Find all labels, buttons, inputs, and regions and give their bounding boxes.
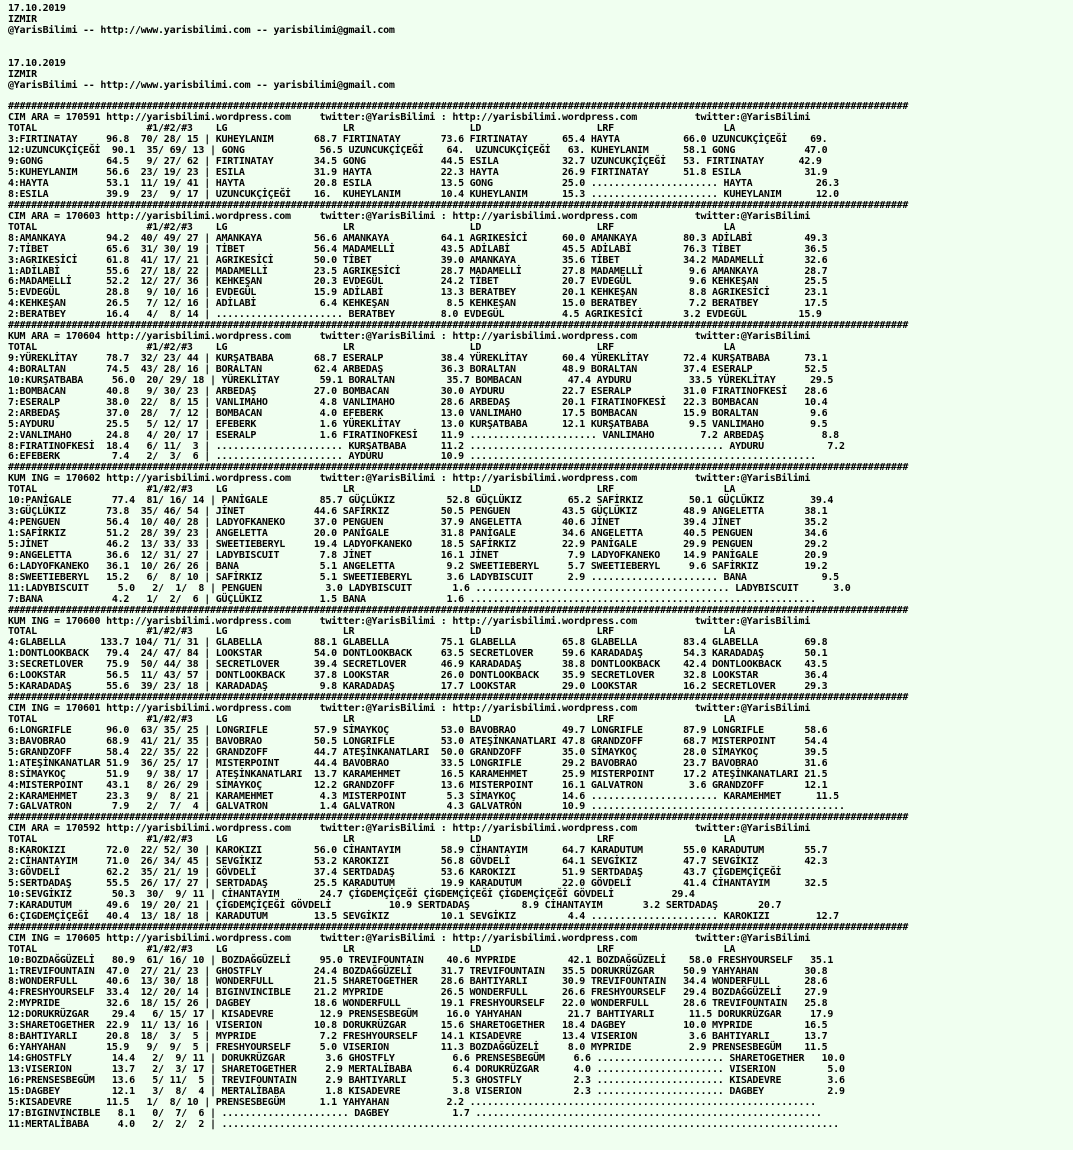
report-line: 7:TİBET 65.6 31/ 30/ 19 | TİBET 56.4 MADAMELLİ 43.5 ADİLABİ 45.5 ADİLABİ 76.3 TİBET 36.5 [8, 243, 828, 255]
report-line: 10:PANİGALE 77.4 81/ 16/ 14 | PANİGALE 85.7 GÜÇLÜKIZ 52.8 GÜÇLÜKIZ 65.2 SAFİRKIZ 50.1 GÜÇLÜKIZ 39.4 [8, 495, 834, 507]
report-line: 9:ANGELETTA 36.6 12/ 31/ 27 | LADYBISCUIT 7.8 JİNET 16.1 JİNET 7.9 LADYOFKANEKO 14.9 PANİGALE 20.9 [8, 549, 828, 561]
report-line: 5:KUHEYLANIM 56.6 23/ 19/ 23 | ESILA 31.9 HAYTA 22.3 HAYTA 26.9 FIRTINATAY 51.8 ESILA 31.9 [8, 167, 828, 179]
separator-line: ############################################################################################################################################################ [8, 921, 909, 933]
report-line: 14:GHOSTFLY 14.4 2/ 9/ 11 | DORUKRÜZGAR 3.6 GHOSTFLY 6.6 PRENSESBEGÜM 6.6 ...................... SHARETOGETHER 10.0 [8, 1053, 845, 1064]
report-line: 7:GALVATRON 7.9 2/ 7/ 4 | GALVATRON 1.4 GALVATRON 4.3 GALVATRON 10.9 ............................................ [8, 801, 845, 813]
report-line: 11:MERTALİBABA 4.0 2/ 2/ 2 | ........................................................................................................... [8, 1118, 839, 1130]
report-line: 8:SWEETIEBERYL 15.2 6/ 8/ 10 | SAFİRKIZ 5.1 SWEETIEBERYL 3.6 LADYBISCUIT 2.9 ...................... BANA 9.5 [8, 571, 839, 583]
report-line: 8:FIRATINOFKESİ 18.4 6/ 11/ 3 | ...................... KURŞATBABA 11.2 ............................................ AYDURU 7.2 [8, 440, 845, 452]
report-line: @YarisBilimi -- http://www.yarisbilimi.com -- yarisbilimi@gmail.com [8, 79, 395, 91]
report-line: KUM ARA = 170604 http://yarisbilimi.wordpress.com twitter:@YarisBilimi : http://yarisbilimi.wordpress.com twitter:@YarisBilimi [8, 331, 811, 343]
report-line: @YarisBilimi -- http://www.yarisbilimi.com -- yarisbilimi@gmail.com [8, 24, 395, 36]
report-line: 10:SEVGİKIZ 50.3 30/ 9/ 11 | CİHANTAYIM 24.7 ÇİGDEMÇİÇEĞİ ÇİGDEMÇİÇEĞİ ÇİGDEMÇİÇEĞİ GÖVDELİ 29.4 [8, 888, 695, 900]
report-line: 10:BOZDAĞGÜZELİ 80.9 61/ 16/ 10 | BOZDAĞGÜZELİ 95.0 TREVIFOUNTAIN 40.6 MYPRIDE 42.1 BOZDAĞGÜZELİ 58.0 FRESHYOURSELF 35.1 [8, 954, 834, 966]
report-line: CIM ING = 170605 http://yarisbilimi.wordpress.com twitter:@YarisBilimi : http://yarisbilimi.wordpress.com twitter:@YarisBilimi [8, 932, 811, 944]
report-line: 4:MISTERPOINT 43.1 8/ 26/ 29 | SİMAYKOÇ 12.2 GRANDZOFF 13.6 MISTERPOINT 16.1 GALVATRON 3.6 GRANDZOFF 12.1 [8, 779, 828, 791]
report-line: 3:SECRETLOVER 75.9 50/ 44/ 38 | SECRETLOVER 39.4 SECRETLOVER 46.9 KARADADAŞ 38.8 DONTLOOKBACK 42.4 DONTLOOKBACK 43.5 [8, 659, 828, 671]
report-line: 11:LADYBISCUIT 5.0 2/ 1/ 8 | PENGUEN 3.0 LADYBISCUIT 1.6 ............................................ LADYBISCUIT 3.0 [8, 582, 851, 594]
report-line: TOTAL #1/#2/#3 LG LR LD LRF LA [8, 713, 736, 725]
report-line: 3:FIRTINATAY 96.8 70/ 28/ 15 | KUHEYLANIM 68.7 FIRTINATAY 73.6 FIRTINATAY 65.4 HAYTA 66.0 UZUNCUKÇİÇEĞİ 69. [8, 134, 828, 146]
report-line: 7:BANA 4.2 1/ 2/ 6 | GÜÇLÜKIZ 1.5 BANA 1.6 ............................................................ [8, 593, 816, 605]
report-line: 6:EFEBERK 7.4 2/ 3/ 6 | ...................... AYDURU 10.9 ............................................................ [8, 451, 816, 463]
report-line: 2:MYPRIDE 32.6 18/ 15/ 26 | DAGBEY 18.6 WONDERFULL 19.1 FRESHYOURSELF 22.0 WONDERFULL 28.6 TREVIFOUNTAIN 25.8 [8, 998, 828, 1010]
separator-line: ############################################################################################################################################################ [8, 320, 909, 332]
report-line: CIM ING = 170601 http://yarisbilimi.wordpress.com twitter:@YarisBilimi : http://yarisbilimi.wordpress.com twitter:@YarisBilimi [8, 703, 811, 714]
report-line: 2:CİHANTAYIM 71.0 26/ 34/ 45 | SEVGİKIZ 53.2 KAROKIZI 56.8 GÖVDELİ 64.1 SEVGİKIZ 47.7 SEVGİKIZ 42.3 [8, 856, 828, 868]
report-line: 12:UZUNCUKÇİÇEĞİ 90.1 35/ 69/ 13 | GONG 56.5 UZUNCUKÇİÇEĞİ 64. UZUNCUKÇİÇEĞİ 63. KUHEYLANIM 58.1 GONG 47.0 [8, 145, 828, 157]
report-line: 4:HAYTA 53.1 11/ 19/ 41 | HAYTA 20.8 ESILA 13.5 GONG 25.0 ...................... HAYTA 26.3 [8, 178, 839, 189]
report-line: TOTAL #1/#2/#3 LG LR LD LRF LA [8, 221, 736, 233]
report-line: 7:ESERALP 38.0 22/ 8/ 15 | VANLIMAHO 4.8 VANLIMAHO 28.6 ARBEDAŞ 20.1 FIRATINOFKESİ 22.3 BOMBACAN 10.4 [8, 396, 828, 408]
report-line: 4:KEHKEŞAN 26.5 7/ 12/ 16 | ADİLABİ 6.4 KEHKEŞAN 8.5 KEHKEŞAN 15.0 BERATBEY 7.2 BERATBEY 17.5 [8, 298, 828, 310]
report-line: 8:WONDERFULL 40.6 13/ 30/ 18 | WONDERFULL 21.5 SHARETOGETHER 28.6 BAHTIYARLI 30.9 TREVIFOUNTAIN 34.4 WONDERFULL 28.6 [8, 976, 828, 988]
report-line: IZMIR [8, 68, 37, 80]
report-line: TOTAL #1/#2/#3 LG LR LD LRF LA [8, 834, 736, 846]
report-line [8, 48, 1073, 59]
report-line: 5:GRANDZOFF 58.4 22/ 35/ 22 | GRANDZOFF 44.7 ATEŞİNKANATLARI 50.0 GRANDZOFF 35.0 SİMAYKOÇ 28.0 SİMAYKOÇ 39.5 [8, 746, 828, 758]
report-line: 5:KARADADAŞ 55.6 39/ 23/ 18 | KARADADAŞ 9.8 KARADADAŞ 17.7 LOOKSTAR 29.0 LOOKSTAR 16.2 SECRETLOVER 29.3 [8, 681, 828, 693]
report-line: TOTAL #1/#2/#3 LG LR LD LRF LA [8, 626, 736, 638]
report-line: CIM ARA = 170603 http://yarisbilimi.wordpress.com twitter:@YarisBilimi : http://yarisbilimi.wordpress.com twitter:@YarisBilimi [8, 210, 811, 222]
report-line: 17.10.2019 [8, 57, 66, 69]
separator-line: ############################################################################################################################################################ [8, 462, 909, 474]
report-line: 5:KISADEVRE 11.5 1/ 8/ 10 | PRENSESBEGÜM 1.1 YAHYAHAN 2.2 ............................................................ [8, 1096, 816, 1108]
report-line: 17.10.2019 [8, 3, 66, 14]
report-line: 7:KARADUTUM 49.6 19/ 20/ 21 | ÇİGDEMÇİÇEĞİ GÖVDELİ 10.9 SERTDADAŞ 8.9 CİHANTAYIM 3.2 SERTDADAŞ 20.7 [8, 899, 782, 911]
report-line: 16:PRENSESBEGÜM 13.6 5/ 11/ 5 | TREVIFOUNTAIN 2.9 BAHTIYARLI 5.3 GHOSTFLY 2.3 ...................... KISADEVRE 3.6 [8, 1074, 845, 1086]
report-line: 2:KARAMEHMET 23.3 9/ 8/ 21 | KARAMEHMET 4.3 MISTERPOINT 5.3 SİMAYKOÇ 14.6 ...................... KARAMEHMET 11.5 [8, 790, 839, 802]
report-line: IZMIR [8, 13, 37, 25]
separator-line: ############################################################################################################################################################ [8, 199, 909, 211]
report-line: TOTAL #1/#2/#3 LG LR LD LRF LA [8, 943, 736, 955]
report-line: 8:AMANKAYA 94.2 40/ 49/ 27 | AMANKAYA 56.6 AMANKAYA 64.1 AGRIKESİCİ 60.0 AMANKAYA 80.3 ADİLABİ 49.3 [8, 232, 828, 244]
report-line: 4:GLABELLA 133.7 104/ 71/ 31 | GLABELLA 88.1 GLABELLA 75.1 GLABELLA 65.8 GLABELLA 83.4 GLABELLA 69.8 [8, 637, 828, 649]
report-line: 1:BOMBACAN 40.8 9/ 30/ 23 | ARBEDAŞ 27.0 BOMBACAN 30.0 AYDURU 22.7 ESERALP 31.0 FIRATINOFKESİ 28.6 [8, 385, 828, 397]
report-line: 4:PENGUEN 56.4 10/ 40/ 28 | LADYOFKANEKO 37.0 PENGUEN 37.9 ANGELETTA 40.6 JİNET 39.4 JİNET 35.2 [8, 517, 828, 529]
report-line: 13:VISERION 13.7 2/ 3/ 17 | SHARETOGETHER 2.9 MERTALİBABA 6.4 DORUKRÜZGAR 4.0 ...................... VISERION 5.0 [8, 1063, 845, 1075]
separator-line: ############################################################################################################################################################ [8, 604, 909, 616]
report-line: CIM ARA = 170592 http://yarisbilimi.wordpress.com twitter:@YarisBilimi : http://yarisbilimi.wordpress.com twitter:@YarisBilimi [8, 823, 811, 835]
report-line: 8:KAROKIZI 72.0 22/ 52/ 30 | KAROKIZI 56.0 CİHANTAYIM 58.9 CİHANTAYIM 64.7 KARADUTUM 55.0 KARADUTUM 55.7 [8, 845, 828, 857]
report-line: 9:YÜREKLİTAY 78.7 32/ 23/ 44 | KURŞATBABA 68.7 ESERALP 38.4 YÜREKLİTAY 60.4 YÜREKLİTAY 72.4 KURŞATBABA 73.1 [8, 353, 828, 364]
report-line: 3:GÜÇLÜKIZ 73.8 35/ 46/ 54 | JİNET 44.6 SAFİRKIZ 50.5 PENGUEN 43.5 GÜÇLÜKIZ 48.9 ANGELETTA 38.1 [8, 506, 828, 518]
report-line: 9:GONG 64.5 9/ 27/ 62 | FIRTINATAY 34.5 GONG 44.5 ESILA 32.7 UZUNCUKÇİÇEĞİ 53. FIRTINATAY 42.9 [8, 156, 822, 168]
report-line: 3:BAVOBRAO 68.9 41/ 21/ 35 | BAVOBRAO 50.5 LONGRIFLE 53.0 ATEŞİNKANATLARI 47.8 GRANDZOFF 68.7 MISTERPOINT 54.4 [8, 735, 828, 747]
report-line: 5:JİNET 46.2 13/ 33/ 33 | SWEETIEBERYL 19.4 LADYOFKANEKO 18.5 SAFİRKIZ 22.9 PANİGALE 29.9 PENGUEN 29.2 [8, 538, 828, 550]
report-line: 2:VANLIMAHO 24.8 4/ 20/ 17 | ESERALP 1.6 FIRATINOFKESİ 11.9 ...................... VANLIMAHO 7.2 ARBEDAŞ 8.8 [8, 429, 839, 441]
report-line: 6:YAHYAHAN 15.9 9/ 9/ 5 | FRESHYOURSELF 5.0 VISERION 11.3 BOZDAĞGÜZELİ 8.0 MYPRIDE 2.9 PRENSESBEGÜM 11.5 [8, 1042, 828, 1054]
report-line: 3:GÖVDELİ 62.2 35/ 21/ 19 | GÖVDELİ 37.4 SERTDADAŞ 53.6 KAROKIZI 51.9 SERTDADAŞ 43.7 ÇİGDEMÇİÇEĞİ [8, 867, 782, 879]
report-line: 6:LADYOFKANEKO 36.1 10/ 26/ 26 | BANA 5.1 ANGELETTA 9.2 SWEETIEBERYL 5.7 SWEETIEBERYL 9.6 SAFİRKIZ 19.2 [8, 560, 828, 572]
report-line: TOTAL #1/#2/#3 LG LR LD LRF LA [8, 342, 736, 354]
report-line: 8:BAHTIYARLI 20.8 18/ 3/ 5 | MYPRIDE 7.2 FRESHYOURSELF 14.1 KISADEVRE 13.4 VISERION 3.6 BAHTIYARLI 13.7 [8, 1031, 828, 1043]
report-line: 4:FRESHYOURSELF 33.4 12/ 20/ 14 | BIGINVINCIBLE 21.2 MYPRIDE 26.5 WONDERFULL 26.6 FRESHYOURSELF 29.4 BOZDAĞGÜZELİ 27.9 [8, 987, 828, 999]
report-line: 6:LOOKSTAR 56.5 11/ 43/ 57 | DONTLOOKBACK 37.8 LOOKSTAR 26.0 DONTLOOKBACK 35.9 SECRETLOVER 32.8 LOOKSTAR 36.4 [8, 670, 828, 682]
report-line: 5:AYDURU 25.5 5/ 12/ 17 | EFEBERK 1.6 YÜREKLİTAY 13.0 KURŞATBABA 12.1 KURŞATBABA 9.5 VANLIMAHO 9.5 [8, 418, 828, 430]
report-line [8, 37, 1073, 48]
report-line: TOTAL #1/#2/#3 LG LR LD LRF LA [8, 123, 736, 135]
report-line: 12:DORUKRÜZGAR 29.4 6/ 15/ 17 | KISADEVRE 12.9 PRENSESBEGÜM 16.0 YAHYAHAN 21.7 BAHTIYARLI 11.5 DORUKRÜZGAR 17.9 [8, 1009, 834, 1021]
report-line: 2:BERATBEY 16.4 4/ 8/ 14 | ...................... BERATBEY 8.0 EVDEGÜL 4.5 AGRIKESİCİ 3.2 EVDEGÜL 15.9 [8, 309, 822, 321]
report-line: 2:ARBEDAŞ 37.0 28/ 7/ 12 | BOMBACAN 4.0 EFEBERK 13.0 VANLIMAHO 17.5 BOMBACAN 15.9 BORALTAN 9.6 [8, 407, 828, 419]
separator-line: ############################################################################################################################################################ [8, 101, 909, 113]
report-line: 6:MADAMELLİ 52.2 12/ 27/ 36 | KEHKEŞAN 20.3 EVDEGÜL 24.2 TİBET 20.7 EVDEGÜL 9.6 KEHKEŞAN 25.5 [8, 276, 828, 288]
report-line: 1:TREVIFOUNTAIN 47.0 27/ 21/ 23 | GHOSTFLY 24.4 BOZDAĞGÜZELİ 31.7 TREVIFOUNTAIN 35.5 DORUKRÜZGAR 50.9 YAHYAHAN 30.8 [8, 965, 828, 977]
separator-line: ############################################################################################################################################################ [8, 812, 909, 824]
report-line: 1:SAFİRKIZ 51.2 28/ 39/ 23 | ANGELETTA 20.0 PANİGALE 31.8 PANİGALE 34.6 ANGELETTA 40.5 PENGUEN 34.6 [8, 528, 828, 539]
report-line: TOTAL #1/#2/#3 LG LR LD LRF LA [8, 484, 736, 496]
report-line: 5:EVDEGÜL 28.8 9/ 10/ 16 | EVDEGÜL 15.9 ADİLABİ 13.3 BERATBEY 20.1 KEHKEŞAN 8.8 AGRIKESİCİ 23.1 [8, 287, 828, 299]
report-line: 6:LONGRIFLE 96.0 63/ 35/ 25 | LONGRIFLE 57.9 SİMAYKOÇ 53.0 BAVOBRAO 49.7 LONGRIFLE 87.9 LONGRIFLE 58.6 [8, 724, 828, 736]
report-line: 1:DONTLOOKBACK 79.4 24/ 47/ 84 | LOOKSTAR 54.0 DONTLOOKBACK 63.5 SECRETLOVER 59.6 KARADADAŞ 54.3 KARADADAŞ 50.1 [8, 648, 828, 660]
report-line: 3:SHARETOGETHER 22.9 11/ 13/ 16 | VISERION 10.8 DORUKRÜZGAR 15.6 SHARETOGETHER 18.4 DAGBEY 10.0 MYPRIDE 16.5 [8, 1020, 828, 1032]
report-line: 5:SERTDADAŞ 55.5 26/ 17/ 27 | SERTDADAŞ 25.5 KARADUTUM 19.9 KARADUTUM 22.0 GÖVDELİ 41.4 CİHANTAYIM 32.5 [8, 878, 828, 889]
report-line: 1:ATEŞİNKANATLAR 51.9 36/ 25/ 17 | MISTERPOINT 44.4 BAVOBRAO 33.5 LONGRIFLE 29.2 BAVOBRAO 23.7 BAVOBRAO 31.6 [8, 757, 828, 769]
report-line: 4:BORALTAN 74.5 43/ 28/ 16 | BORALTAN 62.4 ARBEDAŞ 36.3 BORALTAN 48.9 BORALTAN 37.4 ESERALP 52.5 [8, 363, 828, 375]
report-line: 6:ÇIGDEMÇİÇEĞİ 40.4 13/ 18/ 18 | KARADUTUM 13.5 SEVGİKIZ 10.1 SEVGİKIZ 4.4 ...................... KAROKIZI 12.7 [8, 910, 839, 922]
report-line: 8:ESILA 39.9 23/ 9/ 17 | UZUNCUKÇİÇEĞİ 16. KUHEYLANIM 10.4 KUHEYLANIM 15.3 ...................... KUHEYLANIM 12.0 [8, 188, 839, 200]
report-line: CIM ARA = 170591 http://yarisbilimi.wordpress.com twitter:@YarisBilimi : http://yarisbilimi.wordpress.com twitter:@YarisBilimi [8, 112, 811, 124]
report-line: KUM ING = 170600 http://yarisbilimi.wordpress.com twitter:@YarisBilimi : http://yarisbilimi.wordpress.com twitter:@YarisBilimi [8, 615, 811, 627]
report-line: 17:BIGINVINCIBLE 8.1 0/ 7/ 6 | ...................... DAGBEY 1.7 ............................................................ [8, 1107, 822, 1119]
report-line: 1:ADİLABİ 55.6 27/ 18/ 22 | MADAMELLİ 23.5 AGRIKESİCİ 28.7 MADAMELLİ 27.8 MADAMELLİ 9.6 AMANKAYA 28.7 [8, 265, 828, 277]
report-line: KUM ING = 170602 http://yarisbilimi.wordpress.com twitter:@YarisBilimi : http://yarisbilimi.wordpress.com twitter:@YarisBilimi [8, 473, 811, 485]
report-line: 10:KURŞATBABA 56.0 20/ 29/ 18 | YÜREKLİTAY 59.1 BORALTAN 35.7 BOMBACAN 47.4 AYDURU 33.5 YÜREKLİTAY 29.5 [8, 374, 834, 386]
report-line: 8:SİMAYKOÇ 51.9 9/ 38/ 17 | ATEŞİNKANATLARI 13.7 KARAMEHMET 16.5 KARAMEHMET 25.9 MISTERPOINT 17.2 ATEŞİNKANATLARI 21.5 [8, 768, 828, 780]
report-line: 15:DAGBEY 12.1 3/ 8/ 4 | MERTALİBABA 1.8 KISADEVRE 3.8 VISERION 2.3 ...................... DAGBEY 2.9 [8, 1085, 845, 1097]
report-line: 3:AGRIKESİCİ 61.8 41/ 17/ 21 | AGRIKESİCİ 50.0 TİBET 39.0 AMANKAYA 35.6 TİBET 34.2 MADAMELLİ 32.6 [8, 254, 828, 266]
separator-line: ############################################################################################################################################################ [8, 692, 909, 704]
